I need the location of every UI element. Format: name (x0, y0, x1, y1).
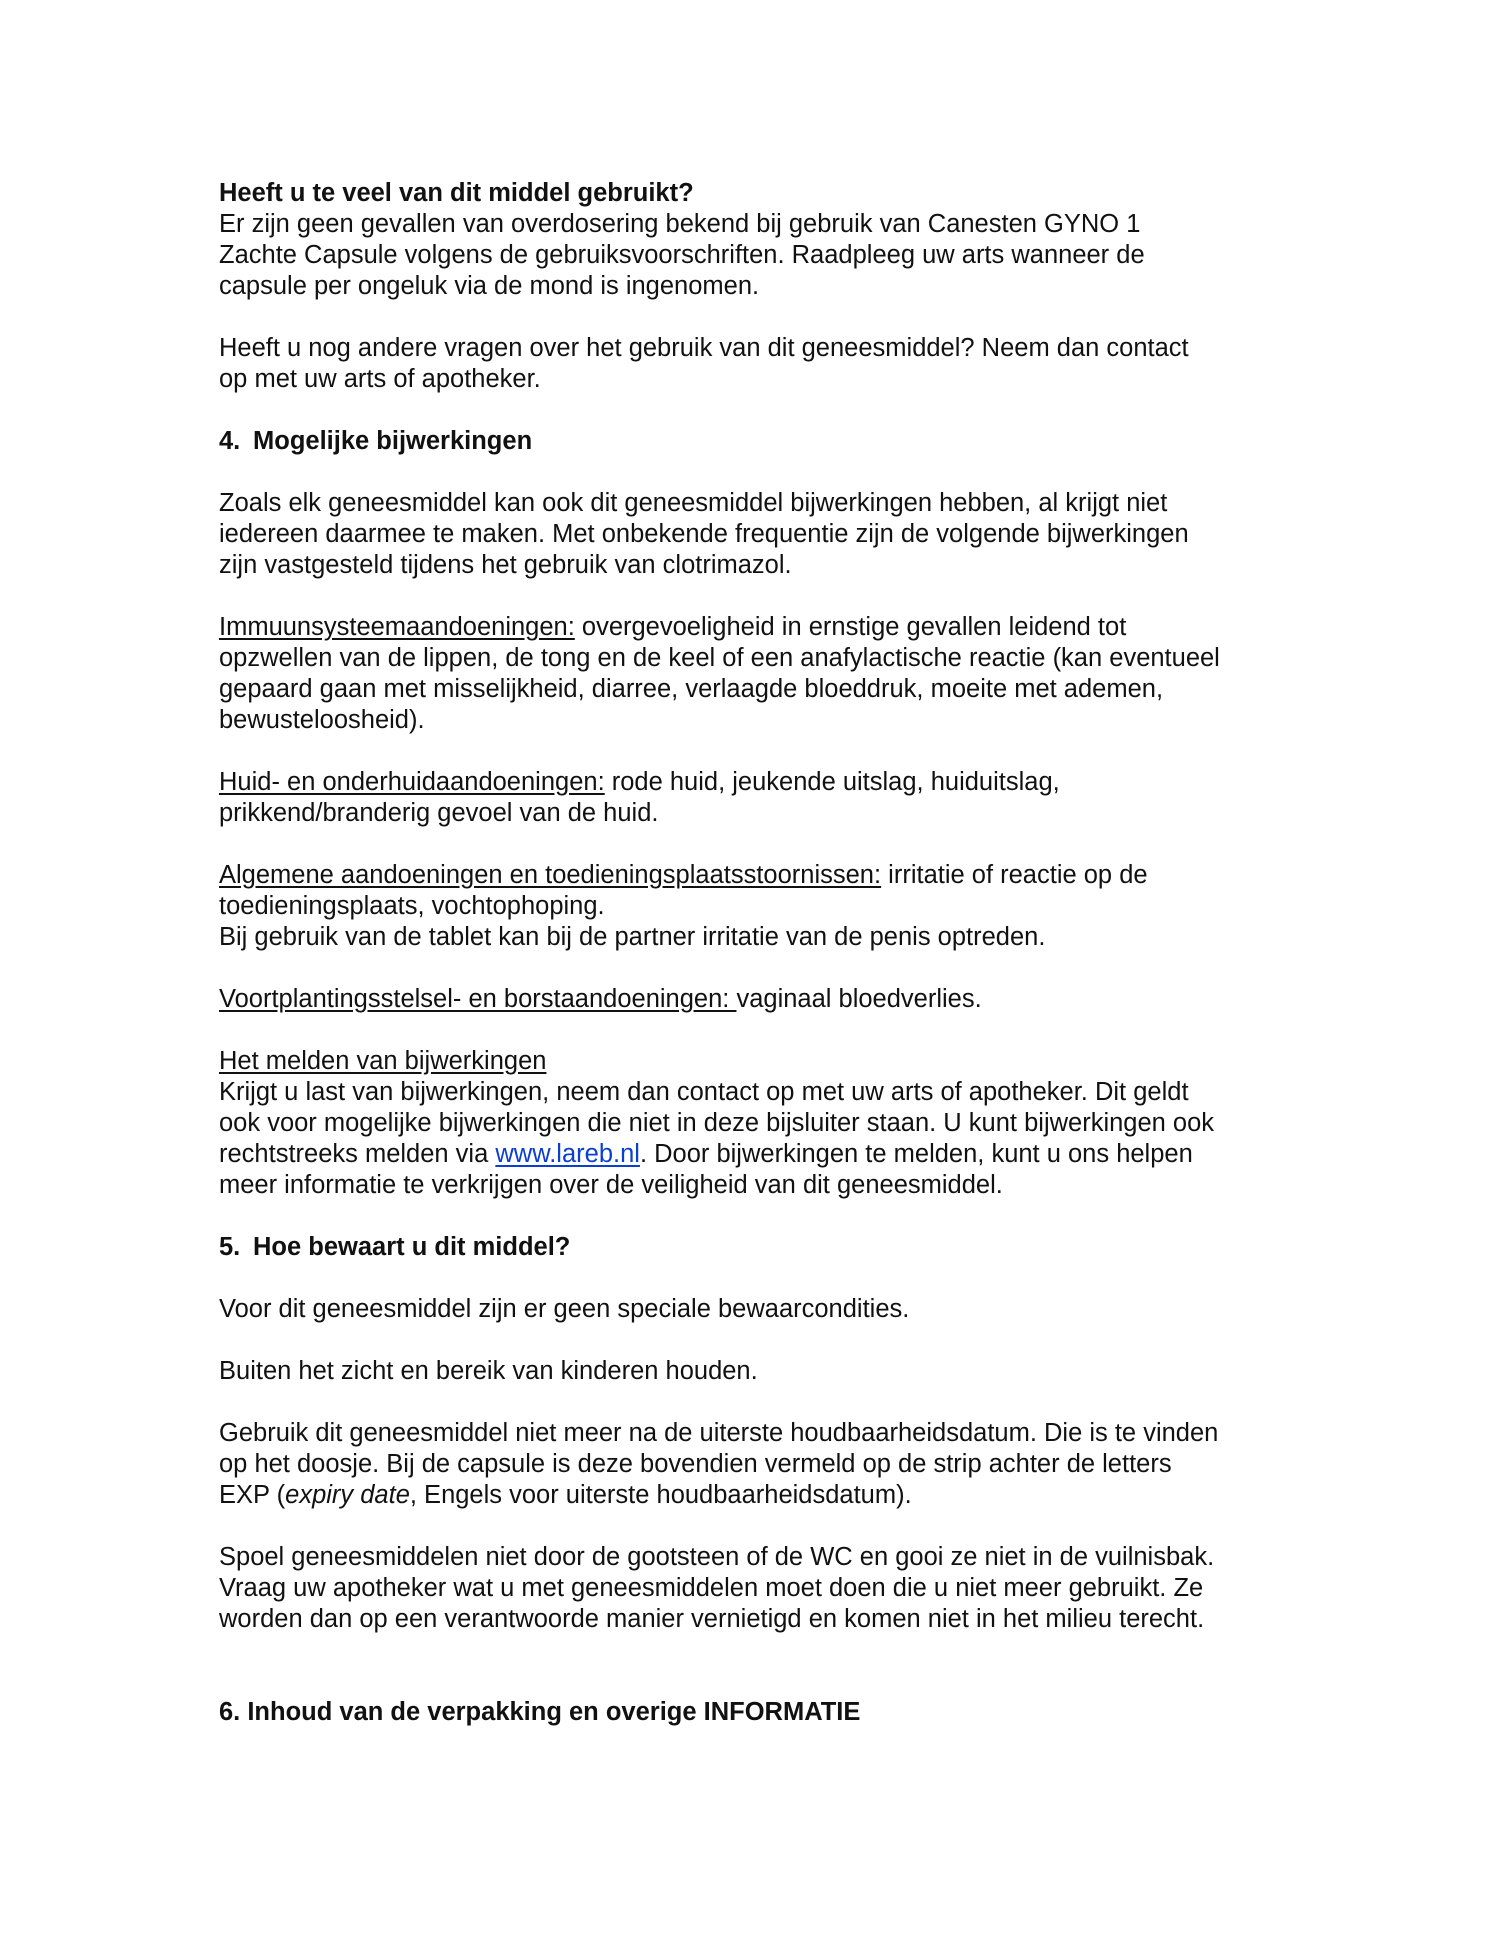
intro-line: Zoals elk geneesmiddel kan ook dit geneesmiddel bijwerkingen hebben, al krijgt niet (219, 489, 1168, 517)
section-4-heading (219, 426, 1299, 457)
general-line: toedieningsplaats, vochtophoping. (219, 892, 605, 920)
general-line: Bij gebruik van de tablet kan bij de partner irritatie van de penis optreden. (219, 923, 1046, 951)
general-disorders-paragraph (219, 860, 1299, 953)
reporting-line: ook voor mogelijke bijwerkingen die niet in deze bijsluiter staan. U kunt bijwerkingen ook (219, 1109, 1215, 1137)
reporting-line: Krijgt u last van bijwerkingen, neem dan contact op met uw arts of apotheker. Dit geldt (219, 1078, 1189, 1106)
reproductive-label: Voortplantingsstelsel- en borstaandoeningen: (219, 985, 737, 1013)
reporting-line: meer informatie te verkrijgen over de veiligheid van dit geneesmiddel. (219, 1171, 1003, 1199)
skin-first-line-text: rode huid, jeukende uitslag, huiduitslag, (604, 768, 1060, 796)
disposal-paragraph (219, 1542, 1299, 1635)
section-5-number: 5. (219, 1233, 241, 1261)
reproductive-paragraph (219, 984, 1299, 1015)
reporting-paragraph (219, 1046, 1299, 1201)
overdose-line: Er zijn geen gevallen van overdosering bekend bij gebruik van Canesten GYNO 1 (219, 210, 1141, 238)
disposal-line: Vraag uw apotheker wat u met geneesmiddelen moet doen die u niet meer gebruikt. Ze (219, 1574, 1204, 1602)
disposal-line: worden dan op een verantwoorde manier vernietigd en komen niet in het milieu terecht. (219, 1605, 1205, 1633)
skin-line: prikkend/branderig gevoel van de huid. (219, 799, 659, 827)
overdose-heading: Heeft u te veel van dit middel gebruikt? (219, 179, 694, 207)
expiry-line: op het doosje. Bij de capsule is deze bovendien vermeld op de strip achter de letters (219, 1450, 1172, 1478)
reporting-line3-before: rechtstreeks melden via (219, 1140, 496, 1168)
immune-system-paragraph (219, 612, 1299, 736)
section-4-number: 4. (219, 427, 241, 455)
reporting-heading: Het melden van bijwerkingen (219, 1047, 547, 1075)
skin-first-line (219, 767, 1299, 798)
expiry-date-italic: expiry date (285, 1481, 410, 1509)
children-paragraph: Buiten het zicht en bereik van kinderen houden. (219, 1357, 758, 1385)
expiry-line: Gebruik dit geneesmiddel niet meer na de uiterste houdbaarheidsdatum. Die is te vinden (219, 1419, 1219, 1447)
general-first-line-text: irritatie of reactie op de (881, 861, 1148, 889)
other-questions-line: op met uw arts of apotheker. (219, 365, 541, 393)
other-questions-line: Heeft u nog andere vragen over het gebruik van dit geneesmiddel? Neem dan contact (219, 334, 1189, 362)
immune-label: Immuunsysteemaandoeningen: (219, 613, 575, 641)
lareb-link[interactable]: www.lareb.nl (495, 1140, 640, 1168)
disposal-line: Spoel geneesmiddelen niet door de gootsteen of de WC en gooi ze niet in de vuilnisbak. (219, 1543, 1215, 1571)
overdose-paragraph (219, 178, 1299, 302)
intro-line: zijn vastgesteld tijdens het gebruik van clotrimazol. (219, 551, 792, 579)
immune-line: opzwellen van de lippen, de tong en de keel of een anafylactische reactie (kan eventueel (219, 644, 1220, 672)
reporting-line3-after: . Door bijwerkingen te melden, kunt u ons helpen (639, 1140, 1193, 1168)
expiry-line-3 (219, 1480, 1299, 1511)
overdose-line: capsule per ongeluk via de mond is ingenomen. (219, 272, 760, 300)
storage-conditions-paragraph: Voor dit geneesmiddel zijn er geen speciale bewaarcondities. (219, 1295, 910, 1323)
section-6-heading: 6. Inhoud van de verpakking en overige INFORMATIE (219, 1698, 861, 1726)
immune-first-line (219, 612, 1299, 643)
expiry-paragraph (219, 1418, 1299, 1511)
side-effects-intro (219, 488, 1299, 581)
immune-line: bewusteloosheid). (219, 706, 425, 734)
reporting-link-line (219, 1139, 1299, 1170)
general-label: Algemene aandoeningen en toedieningsplaatsstoornissen: (219, 861, 882, 889)
immune-first-line-text: overgevoeligheid in ernstige gevallen leidend tot (574, 613, 1127, 641)
section-5-heading (219, 1232, 1299, 1263)
document-body (219, 178, 1299, 1759)
general-first-line (219, 860, 1299, 891)
immune-line: gepaard gaan met misselijkheid, diarree, verlaagde bloeddruk, moeite met ademen, (219, 675, 1164, 703)
overdose-line: Zachte Capsule volgens de gebruiksvoorschriften. Raadpleeg uw arts wanneer de (219, 241, 1145, 269)
section-5-title: Hoe bewaart u dit middel? (253, 1233, 571, 1261)
skin-label: Huid- en onderhuidaandoeningen: (219, 768, 605, 796)
reproductive-text: vaginaal bloedverlies. (736, 985, 982, 1013)
expiry-line3-after: , Engels voor uiterste houdbaarheidsdatum). (409, 1481, 912, 1509)
section-4-title: Mogelijke bijwerkingen (253, 427, 533, 455)
intro-line: iedereen daarmee te maken. Met onbekende frequentie zijn de volgende bijwerkingen (219, 520, 1189, 548)
other-questions-paragraph (219, 333, 1299, 395)
skin-paragraph (219, 767, 1299, 829)
expiry-line3-before: EXP ( (219, 1481, 286, 1509)
